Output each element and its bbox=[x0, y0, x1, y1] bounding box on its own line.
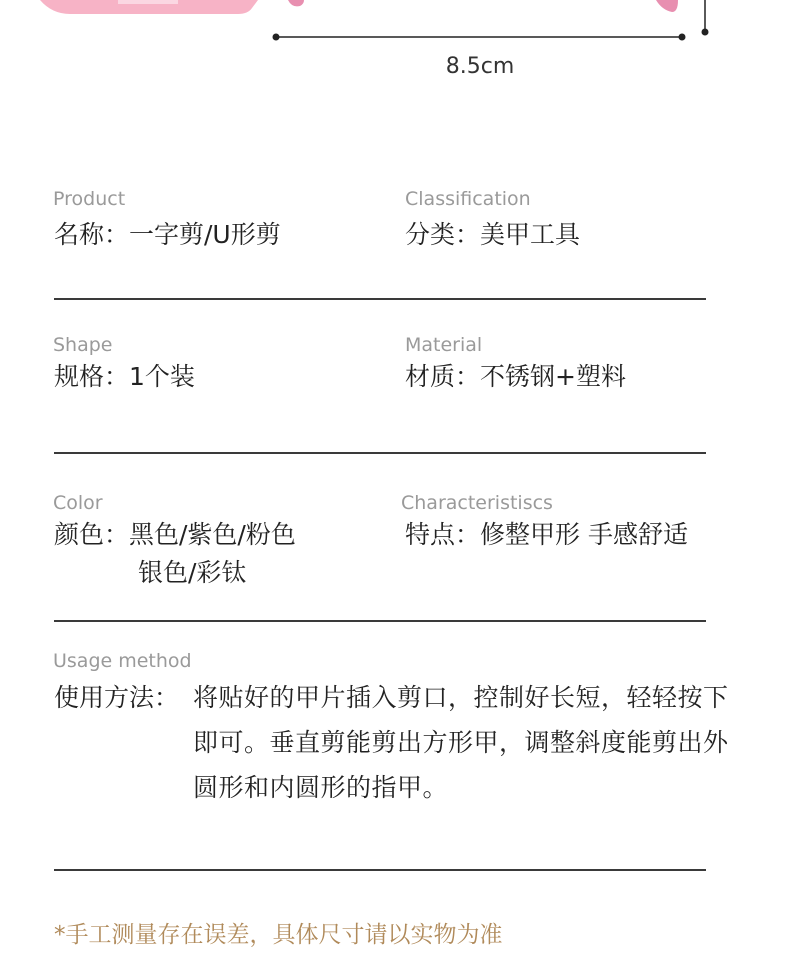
product-image-top bbox=[0, 0, 790, 90]
characteristics-en-label: Characteristiscs bbox=[401, 492, 553, 514]
color-value bbox=[54, 516, 296, 592]
scissor-handle-right bbox=[656, 0, 678, 12]
color-en-label: Color bbox=[53, 492, 103, 514]
material-value: 材质：不锈钢+塑料 bbox=[405, 362, 626, 391]
usage-text: 将贴好的甲片插入剪口，控制好长短，轻轻按下即可。垂直剪能剪出方形甲，调整斜度能剪出外圆形和内圆形的指甲。 bbox=[193, 683, 729, 802]
divider bbox=[54, 620, 706, 622]
measurement-footnote: *手工测量存在误差，具体尺寸请以实物为准 bbox=[54, 922, 503, 948]
divider bbox=[54, 452, 706, 454]
shape-value: 规格：1个装 bbox=[54, 362, 195, 391]
scissor-handle-left bbox=[288, 0, 304, 6]
divider bbox=[54, 869, 706, 871]
material-en-label: Material bbox=[405, 334, 483, 356]
dimension-label: 8.5cm bbox=[445, 54, 515, 79]
divider bbox=[54, 298, 706, 300]
vertical-dimension-endpoint bbox=[702, 29, 709, 36]
usage-label: 使用方法： bbox=[54, 683, 180, 712]
usage-en-label: Usage method bbox=[53, 650, 192, 672]
product-en-label: Product bbox=[53, 188, 126, 210]
dimension-endpoint-right bbox=[679, 34, 686, 41]
classification-en-label: Classification bbox=[405, 188, 531, 210]
shape-en-label: Shape bbox=[53, 334, 113, 356]
color-value-line1: 颜色：黑色/紫色/粉色 bbox=[54, 520, 296, 549]
color-value-line2: 银色/彩钛 bbox=[138, 558, 247, 587]
product-name: 名称：一字剪/U形剪 bbox=[54, 220, 281, 249]
dimension-endpoint-left bbox=[273, 34, 280, 41]
classification-value: 分类：美甲工具 bbox=[405, 220, 581, 249]
product-box-label-strip bbox=[118, 0, 178, 4]
characteristics-value: 特点：修整甲形 手感舒适 bbox=[405, 520, 688, 549]
